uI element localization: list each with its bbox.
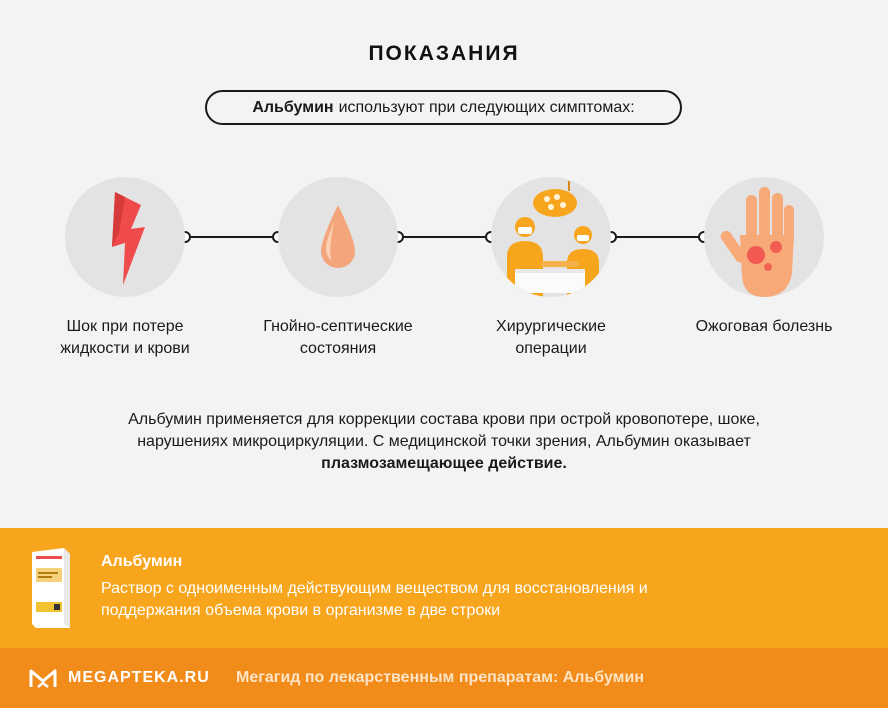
description-bold: плазмозамещающее действие. xyxy=(321,455,567,472)
indication-label-shock: Шок при потере жидкости и крови xyxy=(60,318,190,357)
subtitle-bold: Альбумин xyxy=(252,98,334,116)
footer-tagline: Мегагид по лекарственным препаратам: Альбумин xyxy=(236,669,644,686)
indication-label-surgery: Хирургические операции xyxy=(496,318,606,357)
footer xyxy=(0,648,888,708)
subtitle-pill xyxy=(205,90,682,125)
brand-logo-text[interactable]: MEGAPTEKA.RU xyxy=(68,669,210,686)
description xyxy=(120,409,768,475)
page-title: ПОКАЗАНИЯ xyxy=(368,42,520,65)
subtitle-text: используют при следующих симптомах: xyxy=(338,98,635,116)
indication-circle-shock xyxy=(65,177,185,297)
indication-circle-surgery xyxy=(491,177,611,297)
product-description: Раствор с одноименным действующим веществом для восстановления и поддержания объема крови в организме в две строки xyxy=(101,580,648,619)
lightning-icon xyxy=(65,177,185,297)
indication-label-sepsis: Гнойно-септические состояния xyxy=(263,318,413,357)
indication-circle-sepsis xyxy=(278,177,398,297)
indication-label-burn: Ожоговая болезнь xyxy=(695,318,833,335)
description-text: Альбумин применяется для коррекции состава крови при острой кровопотере, шоке, нарушениях микроциркуляции. С медицинской точки зрения, Альбумин оказывает xyxy=(128,411,760,450)
drop-icon xyxy=(278,177,398,297)
indication-circle-burn xyxy=(704,177,824,297)
surgeons-icon xyxy=(491,177,611,297)
connector-line xyxy=(185,236,278,238)
connector-line xyxy=(398,236,491,238)
logo-icon[interactable] xyxy=(29,667,57,689)
product-package-icon xyxy=(28,546,72,630)
connector-line xyxy=(611,236,704,238)
burned-hand-icon xyxy=(704,177,824,297)
product-banner xyxy=(0,528,888,648)
product-name: Альбумин xyxy=(101,553,183,570)
